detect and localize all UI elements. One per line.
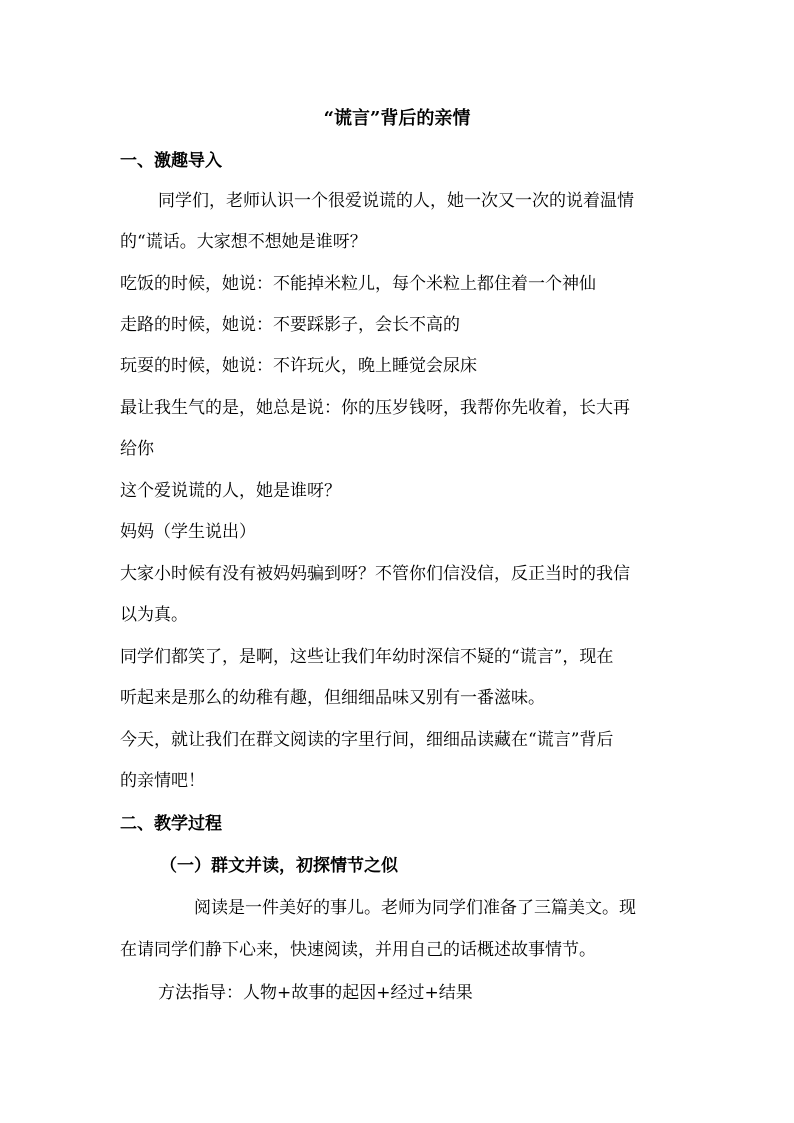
paragraph-line: 在请同学们静下心来，快速阅读，并用自己的话概述故事情节。: [120, 940, 596, 960]
paragraph-line: 的亲情吧！: [120, 771, 205, 791]
paragraph-line: 方法指导：人物+故事的起因+经过+结果: [158, 983, 473, 1003]
paragraph-line: 吃饭的时候，她说：不能掉米粒儿，每个米粒上都住着一个神仙: [120, 274, 596, 294]
paragraph-line: 同学们，老师认识一个很爱说谎的人，她一次又一次的说着温情: [158, 191, 634, 211]
paragraph-line: 同学们都笑了，是啊，这些让我们年幼时深信不疑的“谎言”，现在: [120, 647, 614, 667]
paragraph-line: 这个爱说谎的人，她是谁呀？: [120, 481, 341, 501]
paragraph-line: 听起来是那么的幼稚有趣，但细细品味又别有一番滋味。: [120, 688, 545, 708]
paragraph-line: 今天，就让我们在群文阅读的字里行间，细细品读藏在“谎言”背后: [120, 730, 614, 750]
paragraph-line: 玩耍的时候，她说：不许玩火，晚上睡觉会尿床: [120, 356, 477, 376]
paragraph-line: 走路的时候，她说：不要踩影子，会长不高的: [120, 315, 460, 335]
paragraph-line: 妈妈（学生说出）: [120, 522, 256, 542]
paragraph-line: 的“谎话。大家想不想她是谁呀？: [120, 232, 367, 252]
paragraph-line: 阅读是一件美好的事儿。老师为同学们准备了三篇美文。现: [194, 898, 636, 918]
paragraph-line: 最让我生气的是，她总是说：你的压岁钱呀，我帮你先收着，长大再: [120, 398, 630, 418]
paragraph-line: 以为真。: [120, 605, 188, 625]
paragraph-line: 给你: [120, 439, 154, 459]
section-heading-1: 一、激趣导入: [120, 151, 222, 171]
paragraph-line: 大家小时候有没有被妈妈骗到呀？不管你们信没信，反正当时的我信: [120, 564, 630, 584]
section-heading-2: 二、教学过程: [120, 814, 222, 834]
subsection-heading: （一）群文并读，初探情节之似: [160, 856, 398, 876]
document-title: “谎言”背后的亲情: [323, 108, 471, 129]
